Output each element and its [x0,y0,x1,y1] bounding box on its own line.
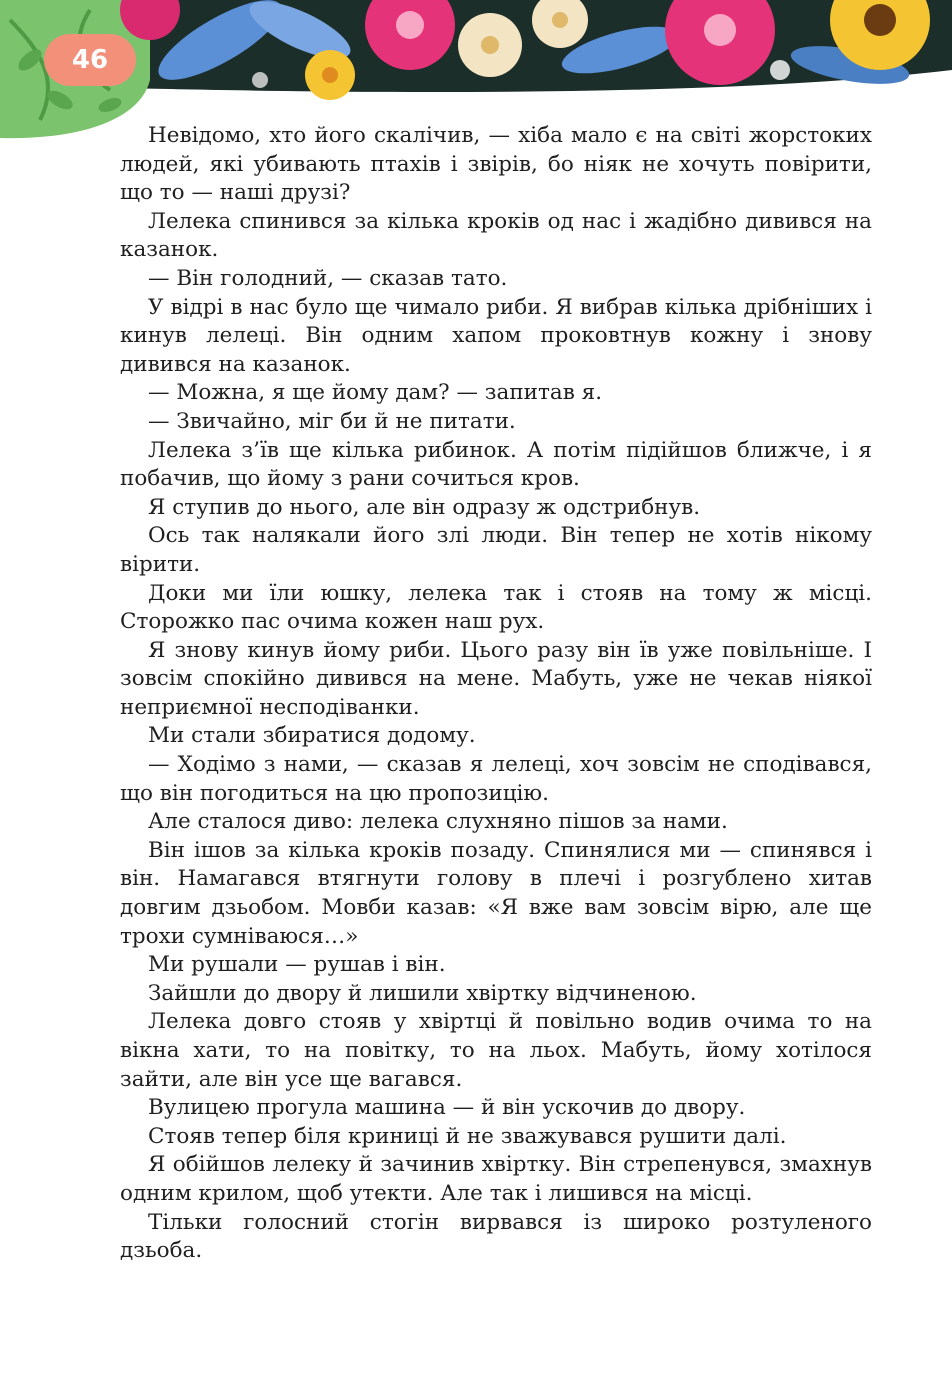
paragraph: Я ступив до нього, але він одразу ж одстрибнув. [148,494,701,520]
paragraph: Але сталося диво: лелека слухняно пішов за нами. [148,809,728,835]
paragraph: — Ходімо з нами, — сказав я лелеці, хоч зовсім не сподівався, що він погодиться на цю пропозицію. [120,752,872,806]
paragraph: Він ішов за кілька кроків позаду. Спинялися ми — спинявся і він. Намагався втягнути голову в плечі і розгублено хитав довгим дзьобом. Мовби казав: «Я вже вам зовсім вірю, але ще трохи сумніваюся…» [120,837,872,949]
paragraph: Тільки голосний стогін вирвався із широко розтуленого дзьоба. [120,1209,872,1264]
paragraph: Вулицею прогула машина — й він ускочив до двору. [148,1095,746,1121]
paragraph: Ми стали збиратися додому. [148,723,476,749]
story-text [120,122,872,1266]
paragraph: Доки ми їли юшку, лелека так і стояв на тому ж місці. Сторожко пас очима кожен наш рух. [120,580,872,635]
paragraph: У відрі в нас було ще чимало риби. Я вибрав кілька дрібніших і кинув лелеці. Він одним хапом проковтнув кожну і знову дивився на казанок. [120,294,872,377]
paragraph: Стояв тепер біля криниці й не зважувався рушити далі. [148,1123,787,1149]
page-number-badge: 46 [44,34,136,86]
paragraph: Невідомо, хто його скалічив, — хіба мало є на світі жорстоких людей, які убивають птахів і звірів, бо ніяк не хочуть повірити, що то — наші друзі? [120,123,872,206]
paragraph: Я знову кинув йому риби. Цього разу він їв уже повільніше. І зовсім спокійно дивився на мене. Мабуть, уже не чекав ніякої неприємної несподіванки. [120,637,872,720]
paragraph: Ми рушали — рушав і він. [148,952,446,978]
paragraph: Лелека з’їв ще кілька рибинок. А потім підійшов ближче, і я побачив, що йому з рани сочиться кров. [120,437,872,492]
paragraph: Лелека довго стояв у хвіртці й повільно водив очима то на вікна хати, то на повітку, то на льох. Мабуть, йому хотілося зайти, але він усе ще вагався. [120,1009,872,1092]
paragraph: Зайшли до двору й лишили хвіртку відчиненою. [148,980,697,1006]
paragraph: — Звичайно, міг би й не питати. [148,408,516,434]
paragraph: Лелека спинився за кілька кроків од нас і жадібно дивився на казанок. [120,208,872,263]
paragraph: — Він голодний, — сказав тато. [148,265,508,291]
paragraph: Я обійшов лелеку й зачинив хвіртку. Він стрепенувся, змахнув одним крилом, щоб утекти. Але так і лишився на місці. [120,1152,872,1206]
paragraph: Ось так налякали його злі люди. Він тепер не хотів нікому вірити. [120,523,872,577]
paragraph: — Можна, я ще йому дам? — запитав я. [148,380,603,406]
